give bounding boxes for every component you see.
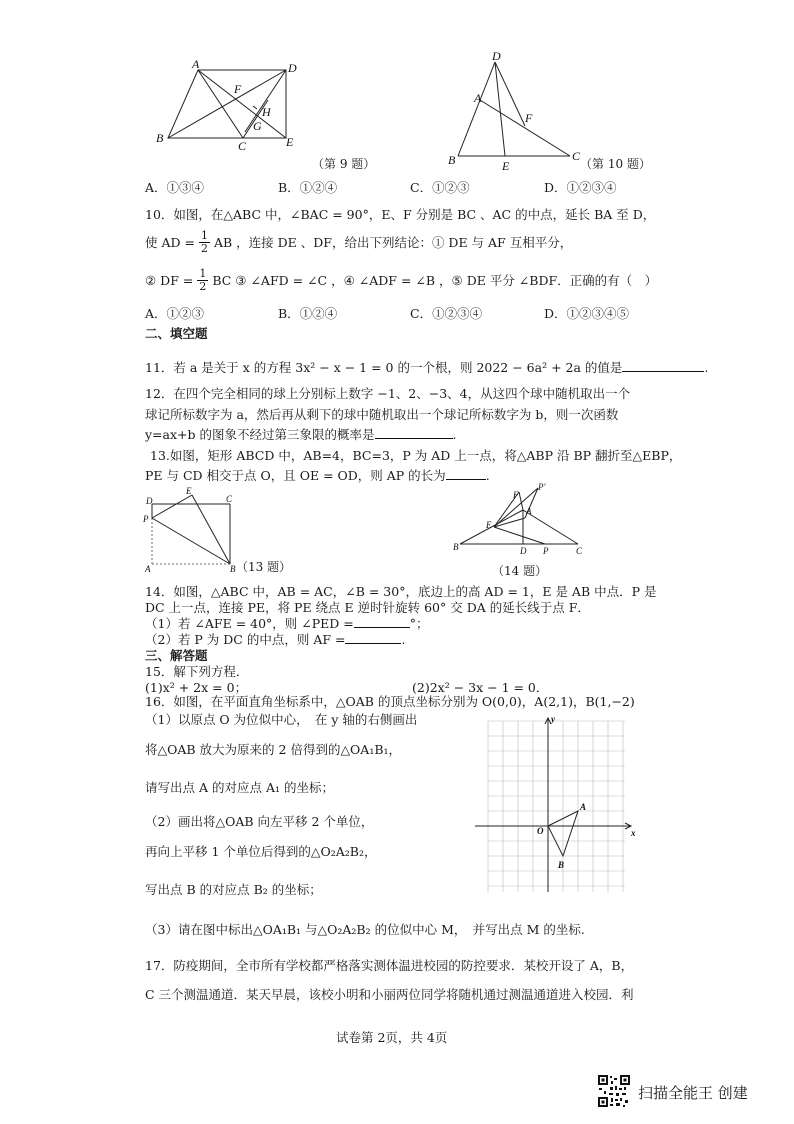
q16-line5: （2）画出将△OAB 向左平移 2 个单位， — [145, 814, 374, 829]
q16-line6: 再向上平移 1 个单位后得到的△O₂A₂B₂， — [145, 844, 377, 859]
grid-label-x: x — [631, 828, 636, 838]
fig13-caption: （13 题） — [236, 560, 292, 574]
q10-option-a: A．①②③ — [145, 306, 205, 321]
fig13-label-D: D — [146, 496, 153, 506]
fig9-label-F: F — [234, 82, 242, 96]
q14-sub1-blank[interactable] — [354, 627, 410, 628]
q9-option-b: B．①②④ — [278, 180, 338, 195]
q10-line2-post: AB ，连接 DE 、DF，给出下列结论：① DE 与 AF 互相平分， — [213, 235, 573, 251]
fig14-label-D: D — [520, 546, 527, 556]
fig14-label-P: P — [543, 546, 549, 556]
fig9-label-G: G — [253, 119, 262, 133]
q11: 11．若 a 是关于 x 的方程 3x² − x − 1 = 0 的一个根，则 2022 − 6a² + 2a 的值是 . — [145, 360, 709, 375]
fig9-label-E: E — [286, 135, 294, 149]
q10-line2 — [145, 230, 572, 254]
fig9-label-A: A — [192, 58, 200, 71]
q16-line4: 请写出点 A 的对应点 A₁ 的坐标； — [145, 780, 334, 795]
q10-option-b: B．①②④ — [278, 306, 338, 321]
page-footer: 试卷第 2页，共 4页 — [336, 1030, 448, 1045]
q12-answer-blank[interactable] — [375, 438, 453, 439]
q14-line1: 14．如图，△ABC 中，AB = AC，∠B = 30°，底边上的高 AD = 1，E 是 AB 中点．P 是 — [145, 584, 657, 599]
q10-line3-pre: ② DF = — [145, 272, 194, 288]
q10-line3 — [145, 268, 657, 292]
fig13-label-P: P — [143, 514, 149, 524]
section-3-heading: 三、解答题 — [145, 648, 208, 663]
q15-title: 15．解下列方程． — [145, 664, 249, 679]
q16-line8: （3）请在图中标出△OA₁B₁ 与△O₂A₂B₂ 的位似中心 M， 并写出点 M 的坐标. — [145, 922, 585, 937]
grid-label-A: A — [580, 802, 587, 812]
q12-line3: y=ax+b 的图象不经过第三象限的概率是 . — [145, 427, 457, 442]
scanner-brand-text: 扫描全能王 创建 — [638, 1084, 748, 1102]
fig14-label-E: E — [486, 520, 492, 530]
q11-answer-blank[interactable] — [622, 371, 704, 372]
fig13-label-A: A — [145, 564, 151, 574]
q13-line2: PE 与 CD 相交于点 O，且 OE = OD，则 AP 的长为 . — [145, 468, 490, 483]
grid-label-B: B — [558, 860, 565, 870]
fig14-caption: （14 题） — [492, 564, 548, 578]
fig9-label-D: D — [288, 61, 297, 75]
fig14-label-P1: P' — [538, 482, 546, 492]
fig10-label-C: C — [572, 149, 581, 163]
q17-line2: C 三个测温通道．某天早晨，该校小明和小丽两位同学将随机通过测温通道进入校园．利 — [145, 987, 634, 1002]
q10-fraction-2: $\frac{1}{2}$ — [199, 267, 207, 293]
q16-line1: 16．如图，在平面直角坐标系中，△OAB 的顶点坐标分别为 O(0,0)，A(2,1)，B(1,−2) — [145, 694, 635, 709]
fig13-label-C: C — [226, 494, 233, 504]
q16-line3: 将△OAB 放大为原来的 2 倍得到的△OA₁B₁， — [145, 742, 402, 757]
q10-line1: 10．如图，在△ABC 中，∠BAC = 90°，E、F 分别是 BC 、AC 的中点，延长 BA 至 D， — [145, 207, 656, 222]
q15-part1: (1)x² + 2x = 0； — [145, 680, 248, 695]
q12-line1: 12．在四个完全相同的球上分别标上数字 −1、2、−3、4，从这四个球中随机取出一个 — [145, 386, 631, 401]
q16-line7: 写出点 B 的对应点 B₂ 的坐标； — [145, 882, 322, 897]
q17-line1: 17．防疫期间，全市所有学校都严格落实测体温进校园的防控要求．某校开设了 A，B， — [145, 958, 634, 973]
q9-option-d: D．①②③④ — [544, 180, 617, 195]
figure-13 — [140, 486, 250, 576]
grid-label-O: O — [537, 826, 544, 836]
fig9-label-B: B — [156, 131, 164, 145]
coordinate-grid — [475, 712, 640, 897]
q11-text: 11．若 a 是关于 x 的方程 3x² − x − 1 = 0 的一个根，则 2022 − 6a² + 2a 的值是 — [145, 360, 623, 375]
q16-line2: （1）以原点 O 为位似中心， 在 y 轴的右侧画出 — [145, 712, 418, 727]
fig13-label-B: B — [230, 564, 236, 574]
fig9-caption: （第 9 题） — [312, 157, 376, 171]
q14-line2: DC 上一点，连接 PE，将 PE 绕点 E 逆时针旋转 60° 交 DA 的延长线于点 F． — [145, 600, 590, 615]
fig14-label-A: A — [526, 506, 532, 516]
q10-line3-post: BC ③ ∠AFD = ∠C ，④ ∠ADF = ∠B ，⑤ DE 平分 ∠BDF．正确的有（ ） — [212, 273, 658, 289]
q12-line2: 球记所标数字为 a，然后再从剩下的球中随机取出一个球记所标数字为 b，则一次函数 — [145, 407, 619, 422]
q10-line2-pre: 使 AD = — [145, 235, 195, 251]
q9-option-a: A．①③④ — [145, 180, 205, 195]
fig10-label-D: D — [492, 50, 501, 63]
q13-line1: 13.如图，矩形 ABCD 中，AB=4，BC=3，P 为 AD 上一点，将△ABP 沿 BP 翻折至△EBP， — [150, 448, 682, 463]
figure-9 — [150, 58, 310, 153]
q15-part2: (2)2x² − 3x − 1 = 0． — [412, 680, 549, 695]
section-2-heading: 二、填空题 — [145, 326, 208, 341]
q10-option-d: D．①②③④⑤ — [544, 306, 630, 321]
q9-option-c: C．①②③ — [410, 180, 470, 195]
fig14-label-B: B — [453, 542, 459, 552]
fig10-label-F: F — [525, 111, 533, 125]
q14-sub2-blank[interactable] — [345, 643, 401, 644]
q10-fraction-1: $\frac{1}{2}$ — [200, 229, 208, 255]
fig10-label-E: E — [502, 159, 510, 173]
fig10-label-A: A — [474, 91, 482, 105]
q14-sub1: （1）若 ∠AFE = 40°，则 ∠PED = °； — [145, 616, 429, 631]
fig9-label-C: C — [238, 139, 247, 153]
fig9-label-H: H — [262, 105, 271, 119]
grid-label-y: y — [551, 714, 555, 724]
fig13-label-E: E — [186, 486, 192, 496]
fig10-caption: （第 10 题） — [580, 157, 651, 171]
fig14-label-C: C — [576, 546, 583, 556]
figure-10 — [440, 50, 590, 175]
qr-code-icon — [597, 1074, 631, 1108]
fig14-label-F: F — [513, 490, 519, 500]
figure-14 — [450, 480, 595, 560]
fig10-label-B: B — [448, 153, 456, 167]
q10-option-c: C．①②③④ — [410, 306, 483, 321]
q14-sub2: （2）若 P 为 DC 的中点，则 AF = . — [145, 632, 406, 647]
